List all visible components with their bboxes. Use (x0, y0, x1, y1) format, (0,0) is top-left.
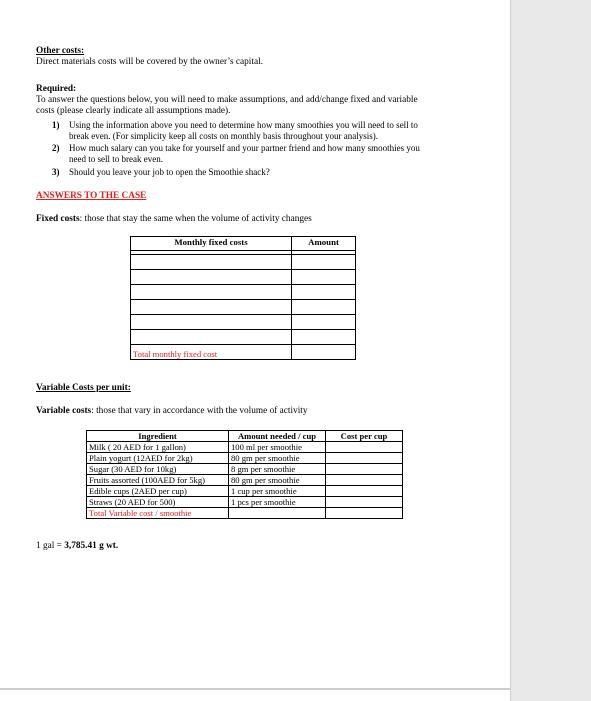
table-header-row (131, 237, 356, 251)
column-header: Ingredient (87, 431, 229, 442)
cost-cell (326, 497, 403, 508)
ingredient-cell: Sugar (30 AED for 10kg) (87, 464, 229, 475)
ingredient-cell: Straws (20 AED for 500) (87, 497, 229, 508)
amount-cell: 80 gm per smoothie (229, 475, 326, 486)
ingredient-cell: Plain yogurt (12AED for 2kg) (87, 453, 229, 464)
amount-cell: 1 pcs per smoothie (229, 497, 326, 508)
column-header: Amount (292, 237, 356, 251)
amount-cell: 80 gm per smoothie (229, 453, 326, 464)
table-row (131, 300, 356, 315)
ingredient-cell: Milk ( 20 AED for 1 gallon) (87, 442, 229, 453)
item-text-line: Using the information above you need to determine how many smoothies you will need to sell to (69, 120, 418, 130)
column-header: Cost per cup (326, 431, 403, 442)
conversion-value: 3,785.41 g wt. (64, 541, 119, 551)
required-heading: Required: (36, 84, 77, 94)
table-row (87, 453, 403, 464)
cost-cell (326, 453, 403, 464)
conversion-note (36, 541, 118, 552)
table-row (131, 255, 356, 270)
next-page-edge (0, 689, 511, 701)
table-row (87, 497, 403, 508)
column-header: Monthly fixed costs (131, 237, 292, 251)
variable-costs-table (86, 430, 403, 519)
table-row (131, 270, 356, 285)
fixed-costs-definition-text: : those that stay the same when the volume of activity changes (79, 214, 312, 224)
cost-cell (326, 475, 403, 486)
table-row (131, 285, 356, 300)
table-row (87, 475, 403, 486)
column-header: Amount needed / cup (229, 431, 326, 442)
ingredient-cell: Edible cups (2AED per cup) (87, 486, 229, 497)
table-total-row (87, 508, 403, 519)
item-number: 1) (52, 120, 60, 130)
item-text-line: break even. (For simplicity keep all costs on monthly basis throughout your analysis). (69, 130, 378, 141)
table-row (131, 330, 356, 345)
variable-costs-definition-text: : those that vary in accordance with the volume of activity (91, 406, 308, 416)
total-variable-cost-label: Total Variable cost / smoothie (87, 508, 229, 519)
total-fixed-cost-label: Total monthly fixed cost (131, 345, 292, 360)
fixed-costs-definition (36, 214, 312, 225)
ingredient-cell: Fruits assorted (100AED for 5kg) (87, 475, 229, 486)
cost-cell (326, 486, 403, 497)
variable-costs-label: Variable costs (36, 406, 92, 416)
table-header-row (87, 431, 403, 442)
amount-cell: 100 ml per smoothie (229, 442, 326, 453)
other-costs-heading: Other costs: (36, 46, 85, 56)
other-costs-text: Direct materials costs will be covered by the owner’s capital. (36, 57, 264, 67)
item-text-line: Should you leave your job to open the Smoothie shack? (69, 167, 270, 177)
variable-costs-definition (36, 406, 308, 417)
item-number: 2) (52, 143, 60, 153)
conversion-prefix: 1 gal = (36, 541, 65, 551)
amount-cell: 8 gm per smoothie (229, 464, 326, 475)
item-number: 3) (52, 167, 60, 177)
variable-costs-per-unit-heading: Variable Costs per unit: (36, 383, 131, 393)
item-text-line: need to sell to break even. (69, 153, 163, 164)
amount-cell: 1 cup per smoothie (229, 486, 326, 497)
cost-cell (326, 464, 403, 475)
required-intro-line1: To answer the questions below, you will need to make assumptions, and add/change fixed and variable (36, 95, 418, 105)
item-text-line: How much salary can you take for yourself and your partner friend and how many smoothies you (69, 143, 420, 153)
table-row (87, 464, 403, 475)
table-row (87, 442, 403, 453)
cost-cell (326, 442, 403, 453)
fixed-costs-table (130, 236, 356, 360)
required-intro-line2: costs (please clearly indicate all assumptions made). (36, 106, 231, 116)
table-total-row (131, 345, 356, 360)
table-row (87, 486, 403, 497)
answers-heading: ANSWERS TO THE CASE (36, 191, 147, 201)
table-row (131, 315, 356, 330)
fixed-costs-label: Fixed costs (36, 214, 80, 224)
